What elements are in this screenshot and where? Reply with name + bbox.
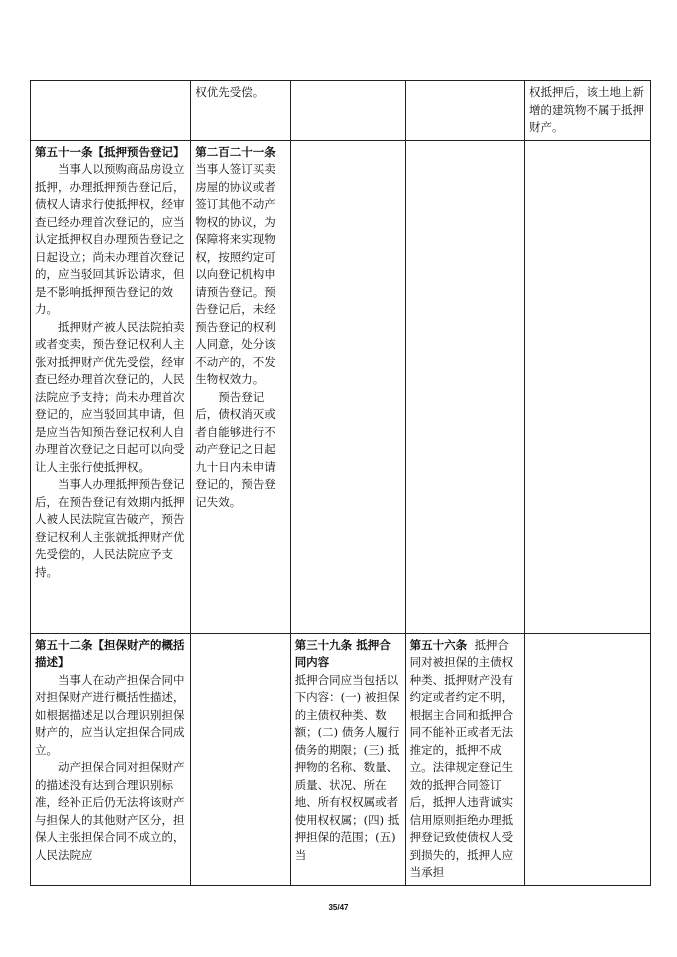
article-paragraph: 当事人办理抵押预告登记后，在预告登记有效期内抵押人被人民法院宣告破产，预告登记权利人主张就抵押财产优先受偿的，人民法院应予支持。 xyxy=(35,477,185,579)
cell-text: 权优先受偿。 xyxy=(195,85,265,99)
article-heading: 第三十九条 抵押合同内容 xyxy=(294,637,391,669)
table-row xyxy=(31,81,651,141)
article-paragraph: 抵押财产被人民法院拍卖或者变卖，预告登记权利人主张对抵押财产优先受偿，经审查已经办理首次登记的，人民法院应予支持；尚未办理首次登记的，应当驳回其申请，但是应当告知预告登记权利人自办理首次登记之日起可以向受让人主张行使抵押权。 xyxy=(35,319,185,474)
article-paragraph: 预告登记后，债权消灭或者自能够进行不动产登记之日起九十日内未申请登记的，预告登记失效。 xyxy=(195,389,276,509)
cell-r1-c1 xyxy=(31,81,191,141)
cell-r3-c1 xyxy=(31,633,191,885)
cell-r2-c3 xyxy=(290,140,405,633)
cell-r1-c4 xyxy=(405,81,524,141)
article-heading: 第五十二条【担保财产的概括描述】 xyxy=(35,637,185,669)
article-paragraph: 当事人以预购商品房设立抵押，办理抵押预告登记后，债权人请求行使抵押权，经审查已经办理首次登记的，应当认定抵押权自办理预告登记之日起设立；尚未办理首次登记的，应当驳回其诉讼请求，但是不影响抵押预告登记的效力。 xyxy=(35,162,185,316)
cell-r3-c4 xyxy=(405,633,524,885)
cell-r3-c2 xyxy=(191,633,290,885)
cell-r2-c1 xyxy=(31,140,191,633)
article-paragraph: 当事人在动产担保合同中对担保财产进行概括性描述，如根据描述足以合理识别担保财产的，应当认定担保合同成立。 xyxy=(35,672,185,757)
table-row xyxy=(31,140,651,633)
cell-r2-c2 xyxy=(191,140,290,633)
article-heading: 第五十一条【抵押预告登记】 xyxy=(35,144,185,159)
article-heading: 第二百二十一条 xyxy=(195,144,276,159)
table-row xyxy=(31,633,651,885)
article-paragraph: 动产担保合同对担保财产的描述没有达到合理识别标准，经补正后仍无法将该财产与担保人的其他财产区分，担保人主张担保合同不成立的，人民法院应 xyxy=(35,760,185,862)
cell-r1-c5 xyxy=(524,81,650,141)
cell-r3-c3 xyxy=(290,633,405,885)
article-paragraph: 当事人签订买卖房屋的协议或者签订其他不动产物权的协议，为保障将来实现物权，按照约定可以向登记机构申请预告登记。预告登记后，未经预告登记的权利人同意，处分该不动产的，不发生物权效力。 xyxy=(195,162,276,386)
cell-r1-c3 xyxy=(290,81,405,141)
article-text: 抵押合同对被担保的主债权种类、抵押财产没有约定或者约定不明，根据主合同和抵押合同不能补正或者无法推定的，抵押不成立。法律规定登记生效的抵押合同签订后，抵押人违背诚实信用原则拒绝办理抵押登记致使债权人受到损失的，抵押人应当承担 xyxy=(409,637,514,879)
cell-r1-c2 xyxy=(191,81,290,141)
provisions-table xyxy=(30,80,651,886)
cell-r3-c5 xyxy=(524,633,650,885)
cell-r2-c5 xyxy=(524,140,650,633)
cell-text: 权抵押后，该土地上新增的建筑物不属于抵押财产。 xyxy=(528,85,644,134)
page-number: 35/47 xyxy=(328,903,349,912)
cell-r2-c4 xyxy=(405,140,524,633)
article-heading: 第五十六条 xyxy=(409,637,468,652)
article-paragraph xyxy=(410,637,520,882)
article-paragraph: 抵押合同应当包括以下内容：(一) 被担保的主债权种类、数额；(二) 债务人履行债务的期限；(三) 抵押物的名称、数量、质量、状况、所在地、所有权权属或者使用权权属；(四) 抵押担保的范围；(五) 当 xyxy=(294,672,400,862)
